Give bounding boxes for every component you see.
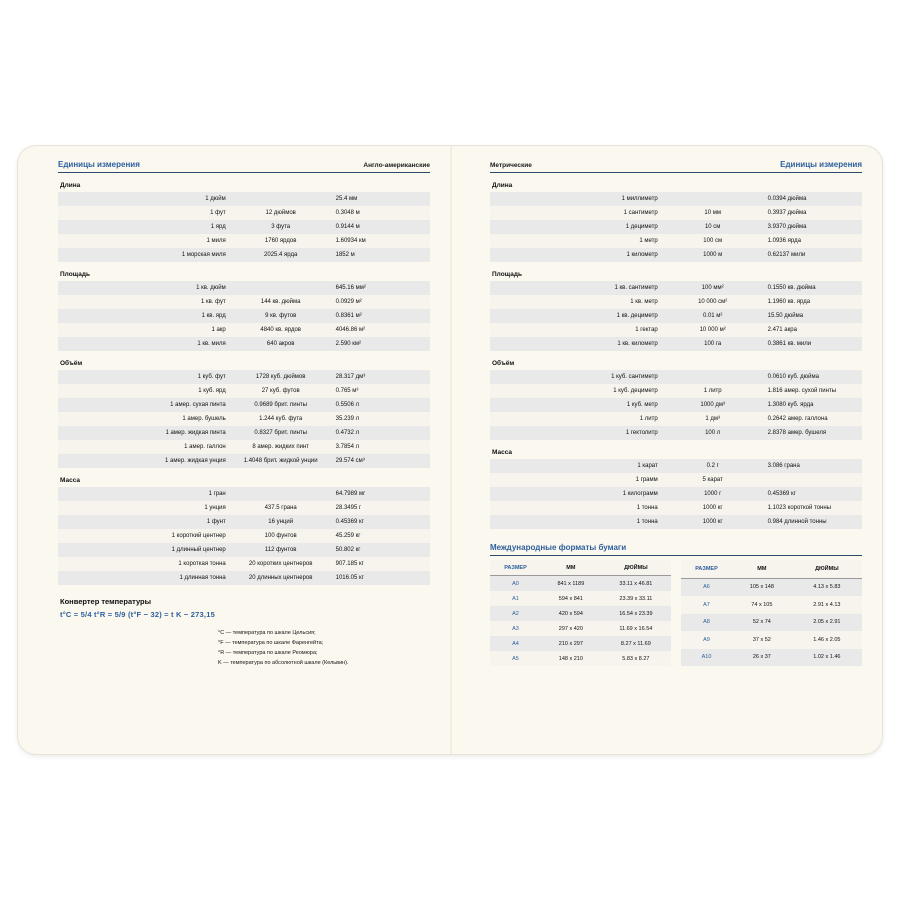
table-row (58, 309, 430, 323)
paper-row (490, 591, 671, 606)
table-cell: 1 куб. сантиметр (611, 374, 658, 380)
table-cell: 2.471 акра (767, 327, 797, 333)
paper-header-row (681, 560, 862, 578)
table-cell: 1 килограмм (622, 491, 658, 497)
converter-note: °C — температура по шкале Цельсия; (218, 630, 316, 636)
table-cell: 3.7854 л (335, 444, 360, 450)
table-cell: 1 куб. фут (197, 374, 226, 380)
table-row (58, 370, 430, 384)
table-cell: 2.8378 амер. бушеля (767, 430, 827, 436)
paper-column-header: ДЮЙМЫ (601, 560, 671, 576)
page-spine (450, 146, 452, 754)
table-cell: 1000 дм³ (700, 402, 725, 408)
table-row (58, 192, 430, 206)
table-row (58, 571, 430, 585)
units-table (58, 487, 430, 585)
table-cell: 0.984 длинной тонны (767, 519, 827, 525)
section-title: Площадь (492, 271, 522, 278)
table-row (58, 515, 430, 529)
table-cell: 50.802 кг (335, 547, 361, 553)
section-title: Объём (60, 360, 83, 367)
table-row (490, 426, 862, 440)
paper-cell: 37 x 52 (732, 631, 792, 648)
paper-row (681, 649, 862, 667)
section-title: Площадь (60, 271, 90, 278)
paper-cell: 2.05 x 2.91 (792, 614, 862, 631)
paper-cell: 1.46 x 2.05 (792, 631, 862, 648)
table-cell: 1000 кг (702, 505, 723, 511)
units-table (58, 192, 430, 262)
table-cell: 1000 кг (702, 519, 723, 525)
table-cell: 25.4 мм (335, 196, 358, 202)
paper-cell: 52 x 74 (732, 614, 792, 631)
table-cell: 1 грамм (635, 477, 658, 483)
table-cell (230, 192, 332, 206)
table-cell: 28.3495 г (335, 505, 362, 511)
paper-cell: 105 x 148 (732, 578, 792, 596)
temperature-formula: t°C = 5/4 t°R = 5/9 (t°F − 32) = t K − 273,15 (60, 610, 215, 619)
table-cell: 437.5 грана (264, 505, 297, 511)
table-row (490, 206, 862, 220)
paper-cell: A3 (490, 621, 541, 636)
table-cell: 1 ярд (210, 224, 226, 230)
paper-column-header: ММ (732, 560, 792, 578)
table-cell: 1000 г (704, 491, 722, 497)
table-cell: 1 кв. фут (200, 299, 226, 305)
table-cell: 1 километр (626, 252, 658, 258)
converter-note: °R — температура по шкале Реомюра; (218, 650, 318, 656)
paper-cell: 16.54 x 23.39 (601, 606, 671, 621)
table-row (490, 398, 862, 412)
table-row (490, 323, 862, 337)
table-cell (764, 473, 862, 487)
paper-column-header: ДЮЙМЫ (792, 560, 862, 578)
table-cell: 0.765 м³ (335, 388, 359, 394)
table-cell: 1.1960 кв. ярда (767, 299, 811, 305)
paper-cell: 1.02 x 1.46 (792, 649, 862, 667)
table-row (490, 459, 862, 473)
table-cell: 1000 м (703, 252, 723, 258)
table-row (58, 295, 430, 309)
table-cell: 1 акр (211, 327, 226, 333)
table-cell: 1 фунт (206, 519, 226, 525)
paper-cell: 594 x 841 (541, 591, 601, 606)
converter-note: K — температура по абсолютной шкале (Кельвин). (218, 660, 349, 666)
table-cell: 10 мм (704, 210, 721, 216)
paper-cell: 26 x 37 (732, 649, 792, 667)
table-cell: 1.244 куб. фута (259, 416, 303, 422)
table-cell: 100 фунтов (264, 533, 297, 539)
table-cell: 28.317 дм³ (335, 374, 366, 380)
table-cell: 1016.05 кг (335, 575, 364, 581)
table-row (490, 309, 862, 323)
table-cell: 907.185 кг (335, 561, 364, 567)
table-cell: 1 кв. миля (197, 341, 226, 347)
table-cell: 100 га (704, 341, 722, 347)
table-row (490, 473, 862, 487)
left-page-column (58, 146, 430, 625)
paper-cell: 74 x 105 (732, 596, 792, 613)
right-header-subtitle: Метрические (490, 162, 532, 169)
table-cell: 3.086 грана (767, 463, 800, 469)
table-cell: 1.1023 короткой тонны (767, 505, 831, 511)
table-cell: 1 тонна (636, 505, 658, 511)
table-cell: 27 куб. футов (261, 388, 300, 394)
converter-title: Конвертер температуры (60, 597, 152, 606)
table-cell: 12 дюймов (265, 210, 296, 216)
table-cell: 1 амер. жидкая пинта (165, 430, 226, 436)
table-cell: 645.16 мм² (335, 285, 366, 291)
table-cell: 10 см (704, 224, 721, 230)
table-cell: 1 кв. дециметр (616, 313, 658, 319)
paper-table-right (681, 560, 862, 666)
table-cell: 100 см (703, 238, 723, 244)
paper-cell: 8.27 x 11.69 (601, 636, 671, 651)
table-cell: 0.1550 кв. дюйма (767, 285, 816, 291)
section-title: Длина (60, 182, 81, 189)
table-row (490, 501, 862, 515)
table-cell: 100 л (705, 430, 721, 436)
paper-row (681, 631, 862, 648)
table-row (58, 323, 430, 337)
table-row (58, 337, 430, 351)
table-cell: 1.4048 брит. жидкой унции (243, 458, 318, 464)
right-sections (490, 182, 862, 529)
table-row (490, 220, 862, 234)
table-row (490, 487, 862, 501)
table-cell: 1 амер. сухая пинта (170, 402, 226, 408)
paper-row (490, 606, 671, 621)
table-row (58, 426, 430, 440)
paper-row (681, 578, 862, 596)
table-cell: 1 литр (639, 416, 658, 422)
units-table (490, 281, 862, 351)
paper-row (681, 596, 862, 613)
table-cell: 1 дюйм (205, 196, 226, 202)
paper-row (490, 636, 671, 651)
table-cell: 1 литр (703, 388, 722, 394)
table-row (58, 454, 430, 468)
units-table (490, 370, 862, 440)
table-cell: 10 000 см² (698, 299, 728, 305)
table-cell: 640 акров (266, 341, 295, 347)
table-cell: 2.590 км² (335, 341, 362, 347)
table-cell: 1 унция (204, 505, 226, 511)
table-row (490, 384, 862, 398)
section-title: Объём (492, 360, 515, 367)
table-cell: 1 тонна (636, 519, 658, 525)
table-cell: 1 кв. метр (630, 299, 658, 305)
paper-cell: 148 x 210 (541, 651, 601, 666)
table-row (58, 501, 430, 515)
table-cell: 1.0936 ярда (767, 238, 801, 244)
table-cell: 64.7989 мг (335, 491, 366, 497)
table-cell: 0.8361 м² (335, 313, 362, 319)
table-cell: 1 дм³ (705, 416, 720, 422)
table-cell: 0.2 г (706, 463, 719, 469)
table-cell: 35.239 л (335, 416, 360, 422)
table-row (58, 398, 430, 412)
paper-formats-title: Международные форматы бумаги (490, 543, 862, 556)
table-row (58, 543, 430, 557)
table-row (58, 281, 430, 295)
table-cell: 1 гектолитр (625, 430, 658, 436)
paper-cell: 420 x 594 (541, 606, 601, 621)
right-header (490, 160, 862, 173)
table-cell: 4046.86 м² (335, 327, 366, 333)
units-table (490, 459, 862, 529)
table-cell: 1 дециметр (625, 224, 658, 230)
paper-cell: A5 (490, 651, 541, 666)
table-cell (230, 281, 332, 295)
table-cell: 1 гектар (635, 327, 658, 333)
table-row (58, 440, 430, 454)
table-row (58, 206, 430, 220)
table-cell: 0.4732 л (335, 430, 360, 436)
paper-column-header: ММ (541, 560, 601, 576)
table-row (490, 370, 862, 384)
left-header-title: Единицы измерения (58, 160, 140, 169)
paper-cell: 2.91 x 4.13 (792, 596, 862, 613)
table-cell: 1 гран (208, 491, 226, 497)
table-cell: 0.0929 м² (335, 299, 362, 305)
paper-column-header: РАЗМЕР (490, 560, 541, 576)
table-cell: 15.50 дюйма (767, 313, 804, 319)
table-cell: 1 амер. жидкая унция (165, 458, 226, 464)
table-cell: 1 амер. галлон (184, 444, 226, 450)
table-row (490, 337, 862, 351)
table-cell: 112 фунтов (264, 547, 297, 553)
table-cell: 20 коротких центнеров (248, 561, 313, 567)
table-row (58, 220, 430, 234)
paper-header-row (490, 560, 671, 576)
table-cell: 5 карат (702, 477, 723, 483)
table-row (58, 529, 430, 543)
table-cell: 20 длинных центнеров (248, 575, 313, 581)
table-cell: 1 морская миля (181, 252, 226, 258)
table-row (490, 412, 862, 426)
table-cell: 0.45369 кг (335, 519, 364, 525)
table-cell: 1 кв. сантиметр (614, 285, 658, 291)
right-header-title: Единицы измерения (780, 160, 862, 169)
table-cell: 1 миля (206, 238, 226, 244)
table-cell: 0.0610 куб. дюйма (767, 374, 819, 380)
table-cell: 8 амер. жидких пинт (252, 444, 309, 450)
table-row (490, 295, 862, 309)
table-cell: 1 метр (639, 238, 658, 244)
table-cell: 1 длинный центнер (171, 547, 226, 553)
table-cell: 0.5506 л (335, 402, 360, 408)
table-cell: 1 фут (210, 210, 226, 216)
paper-cell: A10 (681, 649, 732, 667)
paper-row (681, 614, 862, 631)
paper-cell: A4 (490, 636, 541, 651)
table-row (58, 248, 430, 262)
paper-cell: 11.69 x 16.54 (601, 621, 671, 636)
table-cell: 1 куб. ярд (198, 388, 226, 394)
table-cell: 1852 м (335, 252, 355, 258)
table-cell: 1 куб. дециметр (613, 388, 658, 394)
table-cell: 1 амер. бушель (182, 416, 226, 422)
paper-cell: A0 (490, 576, 541, 592)
paper-cell: 5.83 x 8.27 (601, 651, 671, 666)
paper-cell: 297 x 420 (541, 621, 601, 636)
table-cell: 0.3861 кв. мили (767, 341, 812, 347)
paper-table-left (490, 560, 671, 666)
table-cell: 1 короткий центнер (171, 533, 226, 539)
table-cell: 0.45369 кг (767, 491, 796, 497)
paper-cell: 841 x 1189 (541, 576, 601, 592)
paper-cell: 210 x 297 (541, 636, 601, 651)
table-cell: 2025.4 ярда (264, 252, 298, 258)
section-title: Масса (492, 449, 513, 456)
table-cell: 100 мм² (701, 285, 724, 291)
table-cell: 4840 кв. ярдов (260, 327, 301, 333)
converter-notes (218, 628, 398, 668)
units-table (58, 281, 430, 351)
table-cell: 0.3048 м (335, 210, 360, 216)
table-row (490, 192, 862, 206)
table-cell: 0.8327 брит. пинты (254, 430, 307, 436)
table-cell: 9 кв. футов (265, 313, 297, 319)
table-row (490, 248, 862, 262)
table-cell: 0.9689 брит. пинты (254, 402, 307, 408)
converter-note: °F — температура по шкале Фаренгейта; (218, 640, 324, 646)
table-cell: 0.0394 дюйма (767, 196, 807, 202)
table-row (490, 234, 862, 248)
table-cell: 0.62137 мили (767, 252, 806, 258)
paper-cell: 33.11 x 46.81 (601, 576, 671, 592)
table-cell (662, 370, 764, 384)
table-cell: 0.2642 амер. галлона (767, 416, 828, 422)
table-cell: 0.01 м² (702, 313, 723, 319)
table-cell (230, 487, 332, 501)
left-sections (58, 182, 430, 585)
left-header-subtitle: Англо-американские (363, 162, 430, 169)
table-cell: 10 000 м² (699, 327, 726, 333)
paper-cell: A9 (681, 631, 732, 648)
paper-row (490, 621, 671, 636)
table-row (58, 487, 430, 501)
paper-cell: A8 (681, 614, 732, 631)
section-title: Масса (60, 477, 81, 484)
table-cell: 3 фута (271, 224, 291, 230)
table-row (58, 412, 430, 426)
left-header (58, 160, 430, 173)
table-cell: 1.816 амер. сухой пинты (767, 388, 837, 394)
paper-cell: A1 (490, 591, 541, 606)
table-cell: 1 карат (637, 463, 658, 469)
paper-formats-tables (490, 560, 862, 666)
paper-cell: A2 (490, 606, 541, 621)
table-cell: 144 кв. дюйма (260, 299, 301, 305)
section-title: Длина (492, 182, 513, 189)
table-cell: 1.3080 куб. ярда (767, 402, 814, 408)
table-row (58, 384, 430, 398)
table-cell: 29.574 см³ (335, 458, 365, 464)
table-cell: 3.9370 дюйма (767, 224, 807, 230)
table-cell: 45.259 кг (335, 533, 361, 539)
notebook-page (18, 146, 882, 754)
units-table (490, 192, 862, 262)
table-cell: 0.3937 дюйма (767, 210, 807, 216)
table-cell: 16 унций (268, 519, 294, 525)
paper-column-header: РАЗМЕР (681, 560, 732, 578)
table-cell: 1 длинная тонна (179, 575, 226, 581)
paper-cell: A7 (681, 596, 732, 613)
table-cell: 1 короткая тонна (178, 561, 226, 567)
table-row (58, 234, 430, 248)
table-cell: 1.60934 км (335, 238, 366, 244)
table-row (490, 515, 862, 529)
paper-cell: 23.39 x 33.11 (601, 591, 671, 606)
table-cell: 1 кв. километр (617, 341, 658, 347)
table-cell: 1728 куб. дюймов (255, 374, 306, 380)
table-row (58, 557, 430, 571)
table-cell (662, 192, 764, 206)
table-cell: 1 миллиметр (621, 196, 658, 202)
table-cell: 1 кв. ярд (201, 313, 226, 319)
paper-cell: 4.13 x 5.83 (792, 578, 862, 596)
table-row (490, 281, 862, 295)
table-cell: 1760 ярдов (264, 238, 297, 244)
paper-row (490, 651, 671, 666)
paper-row (490, 576, 671, 592)
table-cell: 0.9144 м (335, 224, 360, 230)
units-table (58, 370, 430, 468)
table-cell: 1 кв. дюйм (196, 285, 226, 291)
paper-cell: A6 (681, 578, 732, 596)
table-cell: 1 сантиметр (623, 210, 658, 216)
right-page-column (490, 146, 862, 666)
table-cell: 1 куб. метр (626, 402, 658, 408)
